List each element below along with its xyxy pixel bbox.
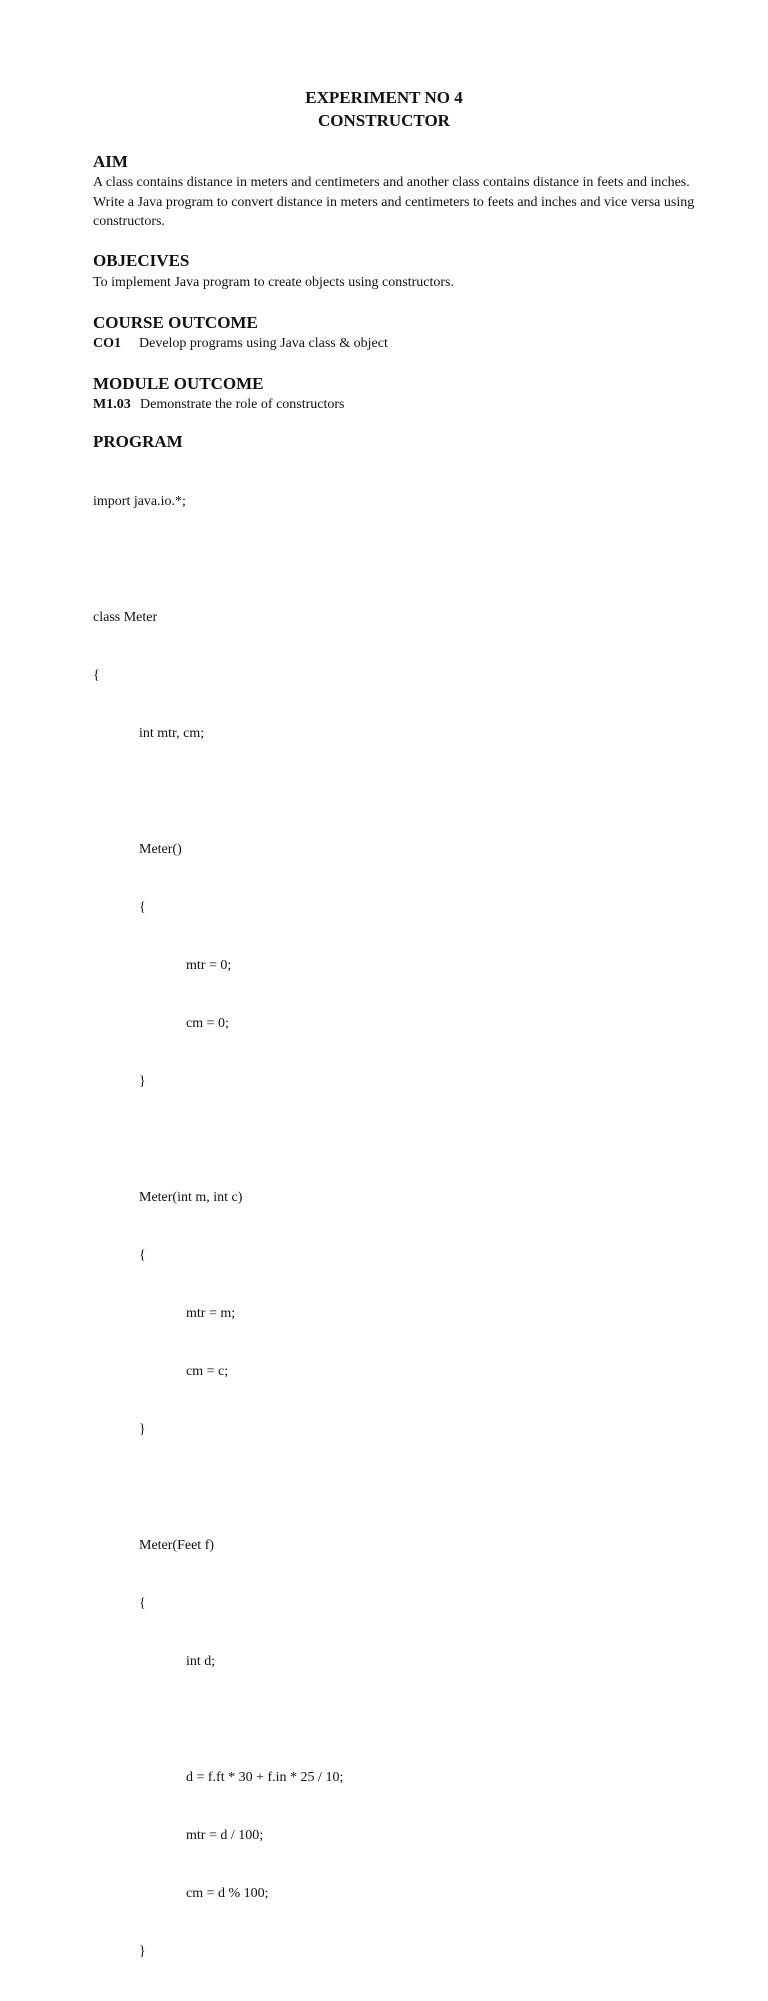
- objectives-text: To implement Java program to create objects using constructors.: [93, 275, 454, 290]
- code-line: Meter(Feet f): [139, 1538, 215, 1554]
- code-line: int d;: [186, 1654, 216, 1670]
- module-outcome-text: Demonstrate the role of constructors: [140, 397, 345, 412]
- code-line: cm = 0;: [186, 1015, 229, 1031]
- course-outcome-text: Develop programs using Java class & object: [139, 336, 388, 351]
- code-line: }: [139, 1074, 146, 1089]
- code-line: }: [139, 1422, 146, 1438]
- code-line: Meter(int m, int c): [139, 1190, 243, 1206]
- code-line: Meter(): [139, 841, 182, 857]
- code-line: {: [139, 899, 146, 915]
- code-line: mtr = 0;: [186, 957, 232, 973]
- course-outcome-heading: COURSE OUTCOME: [93, 313, 258, 332]
- code-line: mtr = d / 100;: [186, 1828, 264, 1844]
- objectives-heading: OBJECIVES: [93, 251, 190, 270]
- course-outcome-row: [93, 334, 713, 354]
- code-line: [93, 1478, 343, 1497]
- code-line: {: [139, 1248, 146, 1264]
- code-line: {: [139, 1596, 146, 1612]
- module-outcome-heading: MODULE OUTCOME: [93, 374, 264, 393]
- code-line: int mtr, cm;: [139, 725, 205, 741]
- code-line: [93, 550, 343, 569]
- aim-text: A class contains distance in meters and centimeters and another class contains distance in feets and inches. Write a Java program to convert distance in meters and centimeters to feets and inches and vice versa using constructors.: [93, 175, 695, 229]
- code-line: mtr = m;: [186, 1306, 236, 1322]
- program-heading: PROGRAM: [93, 432, 183, 451]
- code-line: cm = d % 100;: [186, 1886, 269, 1902]
- code-line: d = f.ft * 30 + f.in * 25 / 10;: [186, 1770, 344, 1786]
- code-line: [93, 782, 343, 801]
- code-line: import java.io.*;: [93, 493, 186, 509]
- module-outcome-row: [93, 395, 713, 415]
- code-line: [93, 1710, 343, 1729]
- code-line: }: [139, 1944, 146, 1960]
- document-title: EXPERIMENT NO 4: [305, 88, 463, 107]
- code-line: class Meter: [93, 609, 158, 625]
- course-outcome-code: CO1: [93, 336, 121, 351]
- code-line: [93, 1130, 343, 1149]
- code-line: cm = c;: [186, 1364, 229, 1380]
- program-code-block: [93, 453, 343, 2001]
- document-subtitle: CONSTRUCTOR: [318, 111, 450, 130]
- module-outcome-code: M1.03: [93, 397, 131, 412]
- code-line: {: [93, 667, 100, 683]
- aim-heading: AIM: [93, 152, 128, 171]
